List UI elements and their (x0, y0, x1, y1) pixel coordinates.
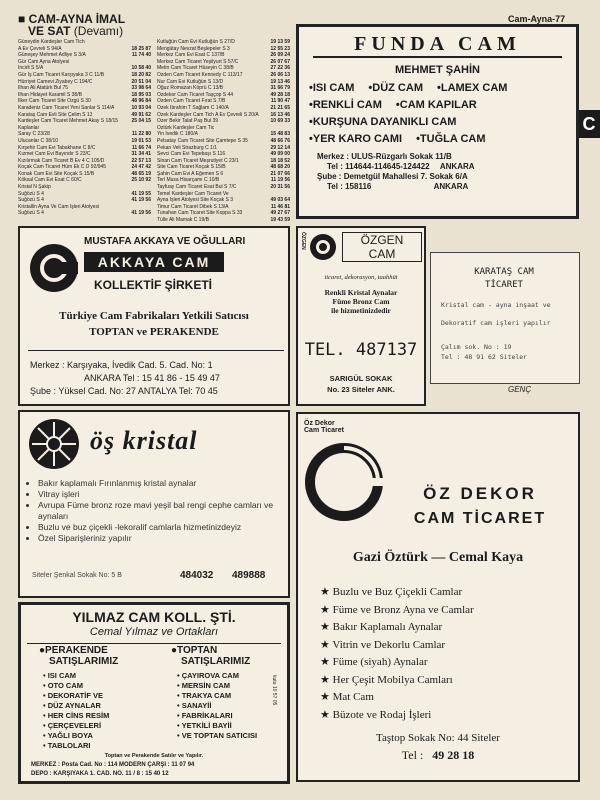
ozgen-title1: ÖZGEN (360, 233, 404, 247)
directory-entry-phone: 11 66 74 (131, 144, 151, 151)
funda-service-item: •DÜZ CAM (368, 82, 423, 94)
directory-entry-name: Özek Kardeşler Cam Tich A Ev Çevreli S 20/A (157, 111, 259, 118)
karatas-line1: Kristal cam - ayna inşaat ve (441, 301, 551, 309)
os-kristal-tel1: 484032 (180, 570, 214, 581)
directory-entry-phone: 18 18 52 (270, 157, 290, 164)
directory-entry-phone: 49 27 67 (270, 210, 290, 217)
directory-entry-name: Gür İş Cam Ticaret Karşıyaka 3 C 11/B (18, 71, 105, 78)
ozgen-vertical-text: ÖZGEN (300, 232, 306, 250)
directory-entry-name: Konak Cam Evi Site Koçak S 15/B (18, 170, 95, 177)
funda-sube-label: Şube : (317, 172, 342, 181)
funda-merkez-city: ANKARA (439, 162, 475, 171)
karatas-tel: Tel : 48 91 62 Siteler (441, 353, 528, 361)
directory-entry-phone: 16 13 46 (270, 111, 290, 118)
directory-entry (18, 85, 151, 92)
oz-dekor-title2: CAM TİCARET (413, 510, 547, 527)
directory-entry (18, 197, 151, 204)
ozgen-tel: TEL. 487137 (304, 340, 418, 360)
oz-dekor-item: ★ Füme ve Bronz Ayna ve Camlar (320, 602, 570, 620)
akkaya-line4: TOPTAN ve PERAKENDE (89, 326, 219, 338)
directory-entry-name: Özek İbrahim T Sağlam C 140/A (157, 104, 229, 111)
directory-entry-phone: 26 07 67 (270, 58, 290, 65)
os-kristal-ad (18, 410, 290, 598)
directory-entry-name: Özden Cam Ticaret Kennedy C 113/17 (157, 71, 243, 78)
oz-dekor-ad (296, 412, 580, 782)
directory-entry-phone: 20 51 04 (131, 78, 151, 85)
directory-entry-phone: 41 19 56 (131, 197, 151, 204)
funda-service-item: •KURŞUNA DAYANIKLI CAM (309, 116, 457, 128)
directory-entry (157, 112, 290, 119)
yilmaz-cam-ad (18, 602, 290, 784)
directory-entry (157, 59, 290, 66)
yilmaz-subtitle: Cemal Yılmaz ve Ortakları (89, 626, 219, 638)
funda-service-item: •TUĞLA CAM (416, 133, 486, 145)
directory-entry-phone: 19 43 59 (270, 217, 290, 224)
directory-entry (157, 210, 290, 217)
directory-entry-phone: 12 55 23 (270, 45, 290, 52)
yilmaz-footer1: Toptan ve Perakende Satılır ve Yapılır. (104, 753, 204, 759)
oz-dekor-tel: 49 28 18 (432, 748, 475, 762)
oz-dekor-item: ★ Füme (siyah) Aynalar (320, 654, 570, 672)
directory-entry-phone: 11 46 81 (270, 203, 290, 210)
directory-entry-phone: 29 12 14 (270, 144, 290, 151)
yilmaz-col1-list (43, 671, 109, 751)
yilmaz-footer2: MERKEZ : Posta Cad. No : 114 MODERN ÇARŞI : 11 07 94 (31, 762, 195, 768)
yilmaz-col2-item: • FABRİKALARI (177, 711, 257, 721)
yilmaz-col2-item: • YETKİLİ BAYİİ (177, 721, 257, 731)
directory-entry-name: Öztürk Kardeşler Cam Tic (157, 124, 215, 131)
oz-dekor-item: ★ Buzlu ve Buz Çiçekli Camlar (320, 584, 570, 602)
ozgen-line: Füme Bronz Cam (332, 297, 390, 306)
directory-entry (18, 151, 151, 158)
ozgen-line: ile hizmetinizdedir (331, 306, 391, 315)
directory-entry (18, 105, 151, 112)
os-kristal-item: • Bakır kaplamalı Fırınlanmış kristal aynalar (38, 478, 290, 489)
directory-entry-phone: 49 91 62 (131, 111, 151, 118)
ozgen-desc: ticaret, dekorasyon, taahhüt (324, 274, 398, 281)
oz-dekor-emblem-icon (304, 434, 384, 530)
oz-dekor-item: ★ Bakır Kaplamalı Aynalar (320, 619, 570, 637)
directory-entry-name: Oğuz Romazan Köprü C 13/B (157, 85, 224, 92)
directory-entry-name: Güneşey Mehmet Adliye S 3/A (18, 52, 86, 59)
directory-entry (157, 65, 290, 72)
directory-entry (157, 204, 290, 211)
directory-entry (157, 39, 290, 46)
directory-entry (18, 158, 151, 165)
os-kristal-item: • Avrupa Füme bronz roze mavi yeşil bal rengi cephe camları ve aynaları (38, 500, 290, 522)
directory-entry-name: Kırşehir Cam Evi Tabakhane C 8/C (18, 144, 96, 151)
directory-entry-phone: 49 03 64 (270, 197, 290, 204)
directory-entry (18, 164, 151, 171)
yilmaz-col1-item: • HER CİNS RESİM (43, 711, 109, 721)
os-kristal-item: • Buzlu ve buz çiçekli -lekoralif camlarla hizmetinizdeyiz (38, 522, 290, 533)
karatas-cam-ad (430, 252, 580, 384)
directory-entry-name: Ayna İşleri Atolyesi Site Koçak S 3 (157, 197, 234, 204)
directory-entry-phone: 25 04 15 (131, 118, 151, 125)
page-header: Cam-Ayna-77 (508, 14, 566, 24)
funda-title: FUNDA CAM (354, 33, 521, 55)
directory-entry (18, 79, 151, 86)
directory-entry (18, 65, 151, 72)
directory-right-column (157, 39, 290, 224)
directory-entry-name: İlhan Hidayet Karamil S 38/B (18, 91, 82, 98)
directory-entry-phone: 11 19 56 (270, 177, 290, 184)
funda-merkez-tel: 114644-114645-124422 (345, 162, 430, 171)
directory-entry-phone: 26 09 24 (270, 52, 290, 59)
directory-listing (18, 13, 290, 223)
directory-entry (157, 105, 290, 112)
directory-entry-name: Tülle Ali Mamak C 19/B (157, 217, 209, 224)
directory-entry-phone: 33 98 64 (131, 85, 151, 92)
directory-entry (18, 92, 151, 99)
yilmaz-col2-head2: SATIŞLARIMIZ (181, 656, 251, 667)
directory-entry (157, 79, 290, 86)
yilmaz-col2-item: • MERSİN CAM (177, 681, 257, 691)
directory-entry (157, 191, 290, 198)
directory-entry-name: Metin Cam Ticaret Hüseyin C 38/B (157, 65, 234, 72)
directory-entry-phone: 48 65 19 (131, 170, 151, 177)
funda-service-item: •RENKLİ CAM (309, 99, 382, 111)
funda-sube-city: ANKARA (433, 182, 469, 191)
directory-entry-phone: 49 28 18 (270, 91, 290, 98)
funda-service-line (309, 131, 576, 148)
yilmaz-col1-item: • DÜZ AYNALAR (43, 701, 109, 711)
funda-service-item: •ISI CAM (309, 82, 355, 94)
directory-entry-phone: 19 01 53 (131, 137, 151, 144)
oz-dekor-logo-text1: Öz Dekor (304, 420, 335, 427)
oz-dekor-item: ★ Büzote ve Rodaj İşleri (320, 707, 570, 725)
funda-services (309, 80, 576, 148)
oz-dekor-item: ★ Vitrin ve Dekorlu Camlar (320, 637, 570, 655)
directory-entry (18, 191, 151, 198)
yilmaz-col1-item: • YAĞLI BOYA (43, 731, 109, 741)
yilmaz-col2-list (177, 671, 257, 741)
oz-dekor-logo (304, 420, 384, 532)
yilmaz-col1-head2: SATIŞLARIMIZ (49, 656, 119, 667)
directory-entry-name: Kutluğün Cam Evi Kutluğün S 27/D (157, 39, 235, 45)
akkaya-logo-icon (30, 244, 78, 292)
directory-entry (157, 98, 290, 105)
directory-entry (157, 171, 290, 178)
directory-entry-name: Suğözü S 4 (18, 197, 44, 204)
oz-dekor-items (320, 584, 570, 724)
directory-entry-phone: 10 93 04 (131, 104, 151, 111)
directory-entry (157, 92, 290, 99)
directory-entry (157, 125, 290, 132)
funda-service-item: •CAM KAPILAR (395, 99, 477, 111)
directory-entry-name: Site Cam Ticaret Koçak S 15/B (157, 164, 226, 171)
directory-entry-name: Sinan Cam Ticaret Meşrutiyet C 23/1 (157, 157, 239, 164)
oz-dekor-address: Taştop Sokak No: 44 Siteler (376, 732, 500, 744)
ozgen-addr1: SARIGÜL SOKAK (329, 374, 393, 383)
directory-entry-name: Suğözü S 4 (18, 210, 44, 217)
directory-entry (157, 177, 290, 184)
directory-entry-name: Güneydin Kardeşler Cam Tich (18, 39, 85, 45)
directory-entry (157, 52, 290, 59)
directory-entry-phone: 26 06 13 (270, 71, 290, 78)
yilmaz-col1-item: • TABLOLARI (43, 741, 109, 751)
directory-entry-name: Kristal N Şakip (18, 184, 51, 191)
directory-entry-phone: 49 09 00 (270, 151, 290, 158)
directory-entry-phone: 19 13 59 (270, 39, 290, 45)
directory-entry-name: Mengütay Nevzat Beşlepeler S 3 (157, 45, 230, 52)
ozgen-cam-ad (296, 226, 426, 406)
directory-entry-phone: 18 95 03 (131, 91, 151, 98)
oz-dekor-title1: ÖZ DEKOR (423, 484, 537, 503)
yilmaz-col2-item: • TRAKYA CAM (177, 691, 257, 701)
directory-entry (18, 177, 151, 184)
directory-entry (157, 46, 290, 53)
funda-owner: MEHMET ŞAHİN (395, 64, 480, 76)
directory-title-line1: CAM-AYNA İMAL (28, 12, 126, 26)
directory-entry (157, 151, 290, 158)
directory-entry-phone: 18 25 87 (131, 45, 151, 52)
directory-entry-phone: 41 19 55 (131, 190, 151, 197)
directory-title-suffix: (Devamı) (73, 24, 124, 38)
section-tab-c: C (578, 110, 600, 138)
directory-entry (18, 204, 151, 211)
directory-entry (157, 85, 290, 92)
karatas-title1: KARATAŞ CAM (474, 267, 534, 277)
ozgen-addr2: No. 23 Siteler ANK. (327, 385, 395, 394)
directory-entry-phone: 48 96 84 (131, 98, 151, 105)
yilmaz-col2-item: • SANAYİİ (177, 701, 257, 711)
directory-entry (18, 72, 151, 79)
directory-entry-name: A Ev Çevreli S 94/A (18, 45, 62, 52)
funda-service-item: •LAMEX CAM (437, 82, 508, 94)
directory-entry-phone: 25 10 92 (131, 177, 151, 184)
directory-entry-name: Terl Musa Hisarçamı C 10/B (157, 177, 220, 184)
directory-entry-name: İlker Cam Ticaret Site Özgü S 30 (18, 98, 91, 105)
directory-entry-name: Karataş Cam Evli Site Çelim S 13 (18, 111, 93, 118)
yilmaz-title: YILMAZ CAM KOLL. ŞTİ. (72, 609, 236, 625)
directory-entry-name: İlhan Ali Atatürk Bul 75 (18, 85, 69, 92)
directory-entry-name: Pelsatay Cam Ticaret Site Çamtepe S 35 (157, 137, 248, 144)
yilmaz-col2-item: • VE TOPTAN SATICISI (177, 731, 257, 741)
directory-entry-name: Kristallin Ayna Ve Cam İşleri Atolyesi (18, 203, 100, 210)
yilmaz-vertical-text: kutu 10 57 05 (271, 675, 277, 706)
square-bullet-icon: ■ (18, 12, 29, 26)
directory-entry-name: İncirli S 5/A (18, 65, 44, 72)
directory-entry (157, 158, 290, 165)
directory-entry (18, 98, 151, 105)
funda-service-line (309, 80, 576, 97)
directory-entry-name: Kardeşler Cam Ticaret Mehmet Akay S 18/15 (18, 118, 119, 125)
directory-entry (157, 118, 290, 125)
os-kristal-brand: öş kristal (90, 426, 198, 455)
directory-entry-name: Sevci Cam Evi Tepebaşı S 116 (157, 151, 226, 158)
funda-service-line (309, 114, 576, 131)
akkaya-cam-ad (18, 226, 290, 406)
directory-entry-name: Özden Cam Ticaret Fırat S 7/B (157, 98, 226, 105)
funda-merkez-label: Merkez : (317, 152, 350, 161)
akkaya-line3: Türkiye Cam Fabrikaları Yetkili Satıcısı (59, 310, 249, 322)
directory-entry-phone: 41 19 56 (131, 210, 151, 217)
directory-entry (18, 59, 151, 66)
directory-entry (18, 145, 151, 152)
directory-entry-phone: 31 34 41 (131, 151, 151, 158)
directory-entry (18, 210, 151, 217)
yilmaz-col1-head1: ●PERAKENDE (39, 645, 108, 656)
funda-sube-tel-label: Tel : (327, 182, 343, 191)
os-kristal-item: • Özel Siparişleriniz yapılır (38, 533, 290, 544)
yilmaz-col1-item: • ISI CAM (43, 671, 109, 681)
directory-entry-phone: 31 66 79 (270, 85, 290, 92)
directory-entry (157, 131, 290, 138)
directory-entry-name: Kızılırmak Cam Ticaret B Ev 4 C 105/D (18, 157, 105, 164)
directory-entry-phone: 19 13 46 (270, 78, 290, 85)
directory-entry (157, 145, 290, 152)
directory-entry (18, 46, 151, 53)
funda-sube-tel: 158116 (345, 182, 372, 191)
directory-entry (18, 171, 151, 178)
directory-entry-phone: 24 47 42 (131, 164, 151, 171)
yilmaz-col1-item: • OTO CAM (43, 681, 109, 691)
directory-entry-phone: 10 58 40 (131, 65, 151, 72)
directory-entry-name: Özer Bekir Talat Paş Bul 39 (157, 118, 219, 125)
akkaya-line2: KOLLEKTİF ŞİRKETİ (94, 278, 212, 292)
directory-entry-phone: 21 07 66 (270, 170, 290, 177)
directory-entry (157, 197, 290, 204)
directory-entry (157, 217, 290, 224)
oz-dekor-item: ★ Mat Cam (320, 689, 570, 707)
karatas-signature: GENÇ (508, 385, 532, 394)
directory-entry (18, 52, 151, 59)
directory-entry-name: Pekan Veli Strazburg C 1/1 (157, 144, 218, 151)
directory-entry-phone: 48 66 76 (270, 137, 290, 144)
yilmaz-footer3: DEPO : KARŞIYAKA 1. CAD. NO. 11 / 8 : 15 40 12 (31, 771, 169, 777)
directory-entry-name: Merkez Cam Ticaret Yeşilyurt S 57/C (157, 58, 239, 65)
oz-dekor-item: ★ Her Çeşit Mobilya Camları (320, 672, 570, 690)
funda-service-item: •YER KARO CAMI (309, 133, 403, 145)
directory-entry (18, 112, 151, 119)
funda-service-line (309, 97, 576, 114)
ozgen-lines (298, 288, 424, 315)
directory-entry (18, 39, 151, 46)
directory-entry-name: Kızmet Cam Evi Bayındır S 23/C (18, 151, 91, 158)
os-kristal-items (26, 478, 290, 544)
oz-dekor-owners: Gazi Öztürk — Cemal Kaya (352, 550, 524, 565)
directory-entry (18, 184, 151, 191)
directory-title-line2: VE SAT (28, 24, 71, 38)
directory-entry-phone: 11 90 47 (270, 98, 290, 105)
directory-entry-phone: 27 22 36 (270, 65, 290, 72)
directory-entry-name: Gür Cam Ayna Atolyesi (18, 58, 70, 65)
directory-entry (18, 131, 151, 138)
oz-dekor-tel-label: Tel : (401, 748, 424, 762)
karatas-address: Çalım sok. No : 19 (441, 343, 512, 351)
directory-entry-name: Karadeniz Cam Ticaret Yeni Sanlar S 114/A (18, 104, 115, 111)
karatas-line2: Dekoratif cam işleri yapılır (441, 319, 551, 327)
directory-entry-name: Hürriyet Camevi Ziyabey C 194/C (18, 78, 93, 85)
directory-entry-name: Köksal Cam Evi Esat C 60/C (18, 177, 82, 184)
directory-entry-phone: 10 69 33 (270, 118, 290, 125)
akkaya-line1: MUSTAFA AKKAYA VE OĞULLARI (84, 236, 246, 247)
ozgen-title2: CAM (368, 247, 396, 261)
ozgen-line: Renkli Kristal Aynalar (324, 288, 398, 297)
directory-entry-phone: 22 57 13 (131, 157, 151, 164)
os-kristal-address: Siteler Şenkal Sokak No: 5 B (32, 572, 122, 579)
directory-entry-name: Timur Cam Ticaret Dibek S 13/A (157, 203, 229, 210)
directory-entry-phone: 11 22 80 (131, 131, 151, 138)
funda-cam-ad (296, 24, 579, 219)
os-kristal-sunburst-icon (28, 418, 80, 470)
directory-entry-phone: 21 21 65 (270, 104, 290, 111)
directory-entry-name: Nur Cam Evi Kutluğün S 13/D (157, 78, 224, 85)
akkaya-sube: Şube : Yüksel Cad. No: 27 ANTALYA Tel: 70 45 (30, 386, 218, 396)
funda-merkez-address: ULUS-Rüzgarlı Sokak 11/B (351, 152, 452, 161)
directory-entry-name: Kaplanlar (18, 124, 40, 131)
directory-entry-name: Koçak Cam Ticaret Hüm Ek C D 92/945 (18, 164, 107, 171)
akkaya-brand: AKKAYA CAM (84, 252, 224, 272)
yilmaz-col1-item: • DEKORATİF VE (43, 691, 109, 701)
directory-entry (157, 138, 290, 145)
akkaya-merkez-tel: ANKARA Tel : 15 41 86 - 15 49 47 (84, 373, 220, 383)
funda-sube-address: Demetgül Mahallesi 7. Sokak 6/A (343, 172, 468, 181)
directory-entry-phone: 11 74 40 (131, 52, 151, 59)
ozgen-logo-icon (310, 234, 336, 260)
directory-entry-name: Tayfuay Cam Ticaret Esat Bul S 7/C (157, 184, 237, 191)
directory-entry-name: Saray C 23/28 (18, 131, 50, 138)
directory-entry-name: Tunahan Cam Ticaret Site Koppa S 33 (157, 210, 243, 217)
directory-entry-name: Yin İvedik C 180/A (157, 131, 198, 138)
directory-entry (18, 118, 151, 125)
yilmaz-col2-item: • ÇAYIROVA CAM (177, 671, 257, 681)
directory-entry-phone: 20 31 56 (270, 184, 290, 191)
yilmaz-col2-head1: ●TOPTAN (171, 645, 218, 656)
directory-entry-phone: 15 48 83 (270, 131, 290, 138)
directory-entry (157, 72, 290, 79)
directory-entry (157, 184, 290, 191)
directory-entry-name: Şahin Cam Evi A Eğemen S 6 (157, 170, 224, 177)
directory-entry (18, 125, 151, 132)
directory-entry-phone: 48 68 20 (270, 164, 290, 171)
os-kristal-tel2: 489888 (232, 570, 266, 581)
directory-entry-phone: 18 20 82 (131, 71, 151, 78)
funda-merkez-tel-label: Tel : (327, 162, 343, 171)
os-kristal-item: • Vitray işleri (38, 489, 290, 500)
directory-entry-name: Suğözü S 4 (18, 190, 44, 197)
directory-entry-name: Ulucanlar C 38/10 (18, 137, 59, 144)
directory-left-column (18, 39, 151, 224)
directory-entry (18, 138, 151, 145)
directory-entry-name: Özdekor Cam Ticaret Taşçop S 44 (157, 91, 234, 98)
karatas-title2: TİCARET (485, 280, 523, 290)
directory-entry-name: Merkez Cam Evi Esat C 137/B (157, 52, 225, 59)
yilmaz-col1-item: • ÇERÇEVELERİ (43, 721, 109, 731)
directory-entry (157, 164, 290, 171)
oz-dekor-logo-text2: Cam Ticaret (304, 427, 344, 434)
akkaya-merkez: Merkez : Karşıyaka, İvedik Cad. 5. Cad. No: 1 (30, 360, 213, 370)
directory-entry-name: Temel Kardeşler Cam Ticaret Ve (157, 190, 229, 197)
